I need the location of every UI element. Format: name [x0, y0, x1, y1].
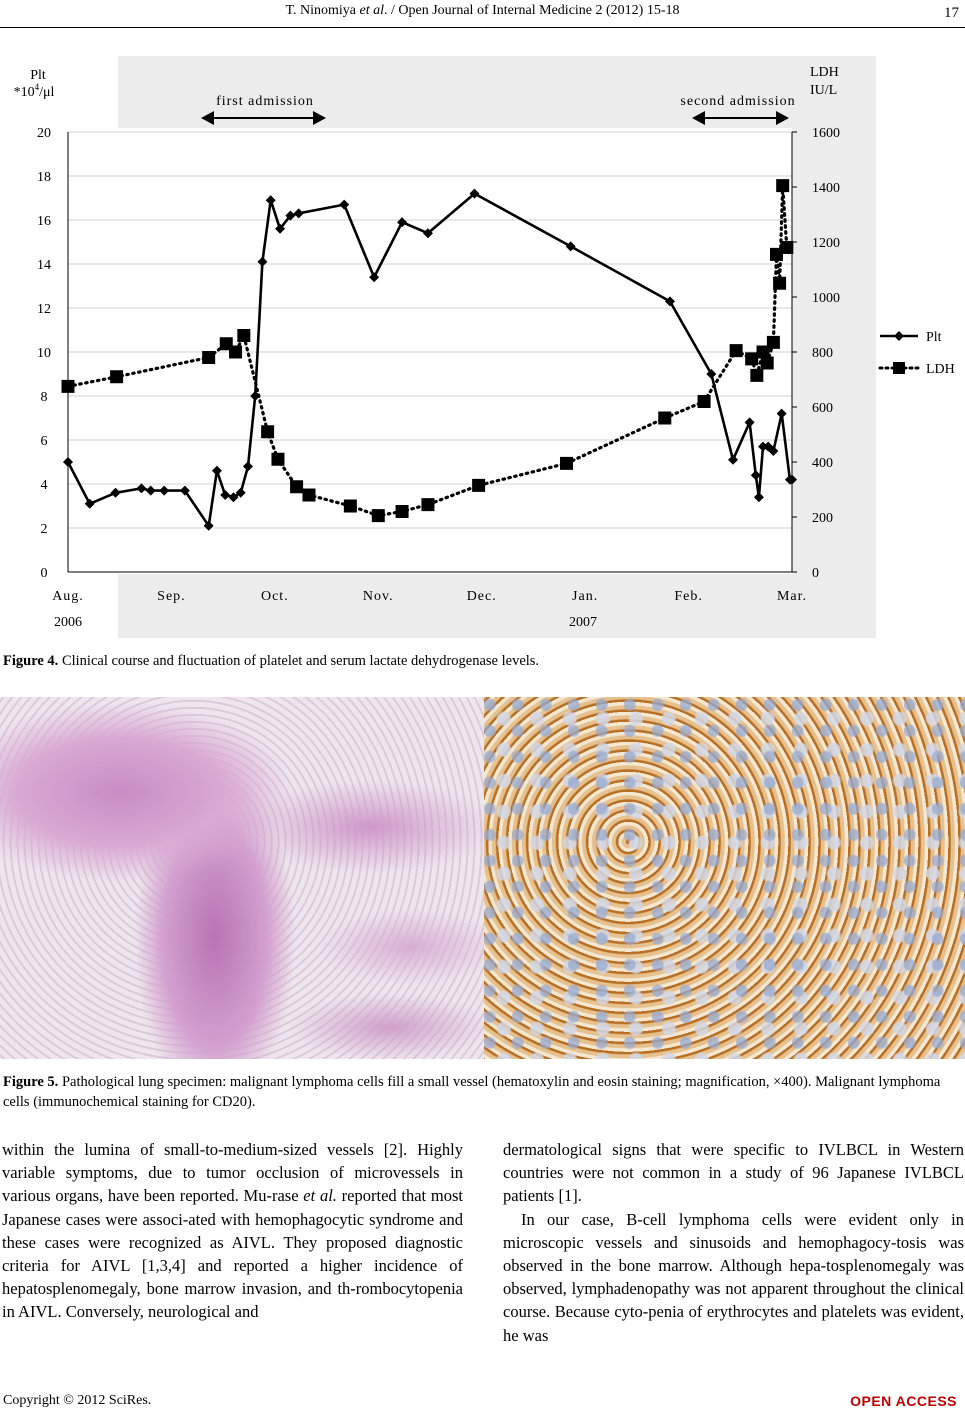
left-tick-label: 16	[37, 214, 51, 229]
body-paragraph-right-1: dermatological signs that were specific to IVLBCL in Western countries were not common in a study of 96 Japanese IVLBCL patients [1].	[503, 1140, 964, 1206]
cd20-stained-micrograph	[484, 697, 965, 1059]
x-tick-label: Oct.	[260, 589, 289, 604]
left-tick-label: 4	[40, 478, 48, 493]
body-paragraph-right-2: In our case, B-cell lymphoma cells were evident only in microscopic vessels and sinusoids and hemophagocy-tosis was observed in the bone marrow. Although hepa-tosplenomegaly was observed, lymphadenopathy was not apparent throughout the clinical course. Because cyto-penia of erythrocytes and platelets was evident, he was	[503, 1209, 964, 1345]
right-tick-label: 600	[812, 401, 833, 416]
ldh-point	[767, 336, 780, 349]
figure5-caption: Figure 5. Pathological lung specimen: malignant lymphoma cells fill a small vessel (hematoxylin and eosin staining; magnification, ×400). Malignant lymphoma cells (immunochemical staining for CD20).	[3, 1074, 941, 1110]
ldh-point	[229, 346, 242, 359]
right-tick-label: 200	[812, 511, 833, 526]
body-column-left	[2, 1138, 463, 1324]
figure4-chart	[0, 48, 965, 638]
right-tick-label: 0	[812, 566, 819, 581]
left-tick-label: 8	[40, 390, 48, 405]
right-tick-label: 1600	[812, 126, 840, 141]
ldh-point	[271, 453, 284, 466]
ldh-point	[421, 498, 434, 511]
left-tick-label: 10	[37, 346, 51, 361]
ldh-point	[396, 505, 409, 518]
ldh-point	[302, 489, 315, 502]
x-tick-label: Nov.	[362, 589, 394, 604]
left-tick-label: 20	[37, 126, 51, 141]
ldh-point	[261, 425, 274, 438]
left-tick-label: 18	[37, 170, 51, 185]
ldh-point	[658, 412, 671, 425]
right-axis-title: LDH	[810, 65, 839, 80]
ldh-point	[560, 457, 573, 470]
ldh-point	[62, 380, 75, 393]
ldh-point	[472, 479, 485, 492]
ldh-point	[202, 351, 215, 364]
header-rule	[0, 27, 965, 28]
page-number: 17	[944, 5, 959, 21]
right-tick-label: 400	[812, 456, 833, 471]
right-tick-label: 1000	[812, 291, 840, 306]
copyright-notice: Copyright © 2012 SciRes.	[3, 1393, 152, 1408]
ldh-point	[372, 509, 385, 522]
x-tick-label: Dec.	[466, 589, 497, 604]
year-label-2007: 2007	[569, 615, 597, 630]
running-title: T. Ninomiya et al. / Open Journal of Internal Medicine 2 (2012) 15-18	[285, 3, 680, 18]
legend-ldh-label: LDH	[926, 362, 955, 377]
ldh-point	[730, 344, 743, 357]
body-column-right	[503, 1138, 964, 1347]
left-tick-label: 12	[37, 302, 51, 317]
first-admission-label: first admission	[216, 94, 314, 109]
x-tick-label: Feb.	[674, 589, 703, 604]
legend-ldh-marker	[893, 362, 905, 374]
figure4-caption: Figure 4. Clinical course and fluctuation of platelet and serum lactate dehydrogenase levels.	[3, 653, 540, 669]
left-tick-label: 6	[40, 434, 48, 449]
right-axis-unit: IU/L	[810, 83, 838, 98]
ldh-point	[761, 357, 774, 370]
ldh-point	[344, 500, 357, 513]
x-tick-label: Mar.	[776, 589, 808, 604]
right-tick-label: 800	[812, 346, 833, 361]
left-tick-label: 14	[37, 258, 51, 273]
x-tick-label: Jan.	[572, 589, 599, 604]
ldh-point	[780, 241, 793, 254]
ldh-point	[750, 369, 763, 382]
x-tick-label: Aug.	[52, 589, 84, 604]
ldh-point	[773, 277, 786, 290]
ldh-point	[776, 179, 789, 192]
ldh-point	[290, 480, 303, 493]
legend-plt-label: Plt	[926, 330, 942, 345]
year-label-2006: 2006	[54, 615, 82, 630]
open-access-label: OPEN ACCESS	[850, 1393, 957, 1409]
right-tick-label: 1200	[812, 236, 840, 251]
ldh-point	[237, 329, 250, 342]
x-tick-label: Sep.	[157, 589, 186, 604]
left-tick-label: 0	[40, 566, 48, 581]
right-tick-label: 1400	[812, 181, 840, 196]
left-tick-label: 2	[40, 522, 48, 537]
body-paragraph-left: within the lumina of small-to-medium-sized vessels [2]. Highly variable symptoms, due to tumor occlusion of microvessels in various organs, have been reported. Mu-rase et al. reported that most Japanese cases were associ-ated with hemophagocytic syndrome and these cases were recognized as AIVL. They proposed diagnostic criteria for AIVL [1,3,4] and reported a higher incidence of hepatosplenomegaly, bone marrow invasion, and th-rombocytopenia in AIVL. Conversely, neurological and	[2, 1140, 463, 1322]
ldh-point	[745, 352, 758, 365]
ldh-point	[110, 370, 123, 383]
ldh-point	[698, 395, 711, 408]
left-axis-title: Plt	[30, 68, 46, 83]
left-axis-unit: $*10^4/\mu l$	[13, 82, 55, 100]
second-admission-label: second admission	[680, 94, 796, 109]
he-stained-lung-micrograph	[0, 697, 484, 1059]
